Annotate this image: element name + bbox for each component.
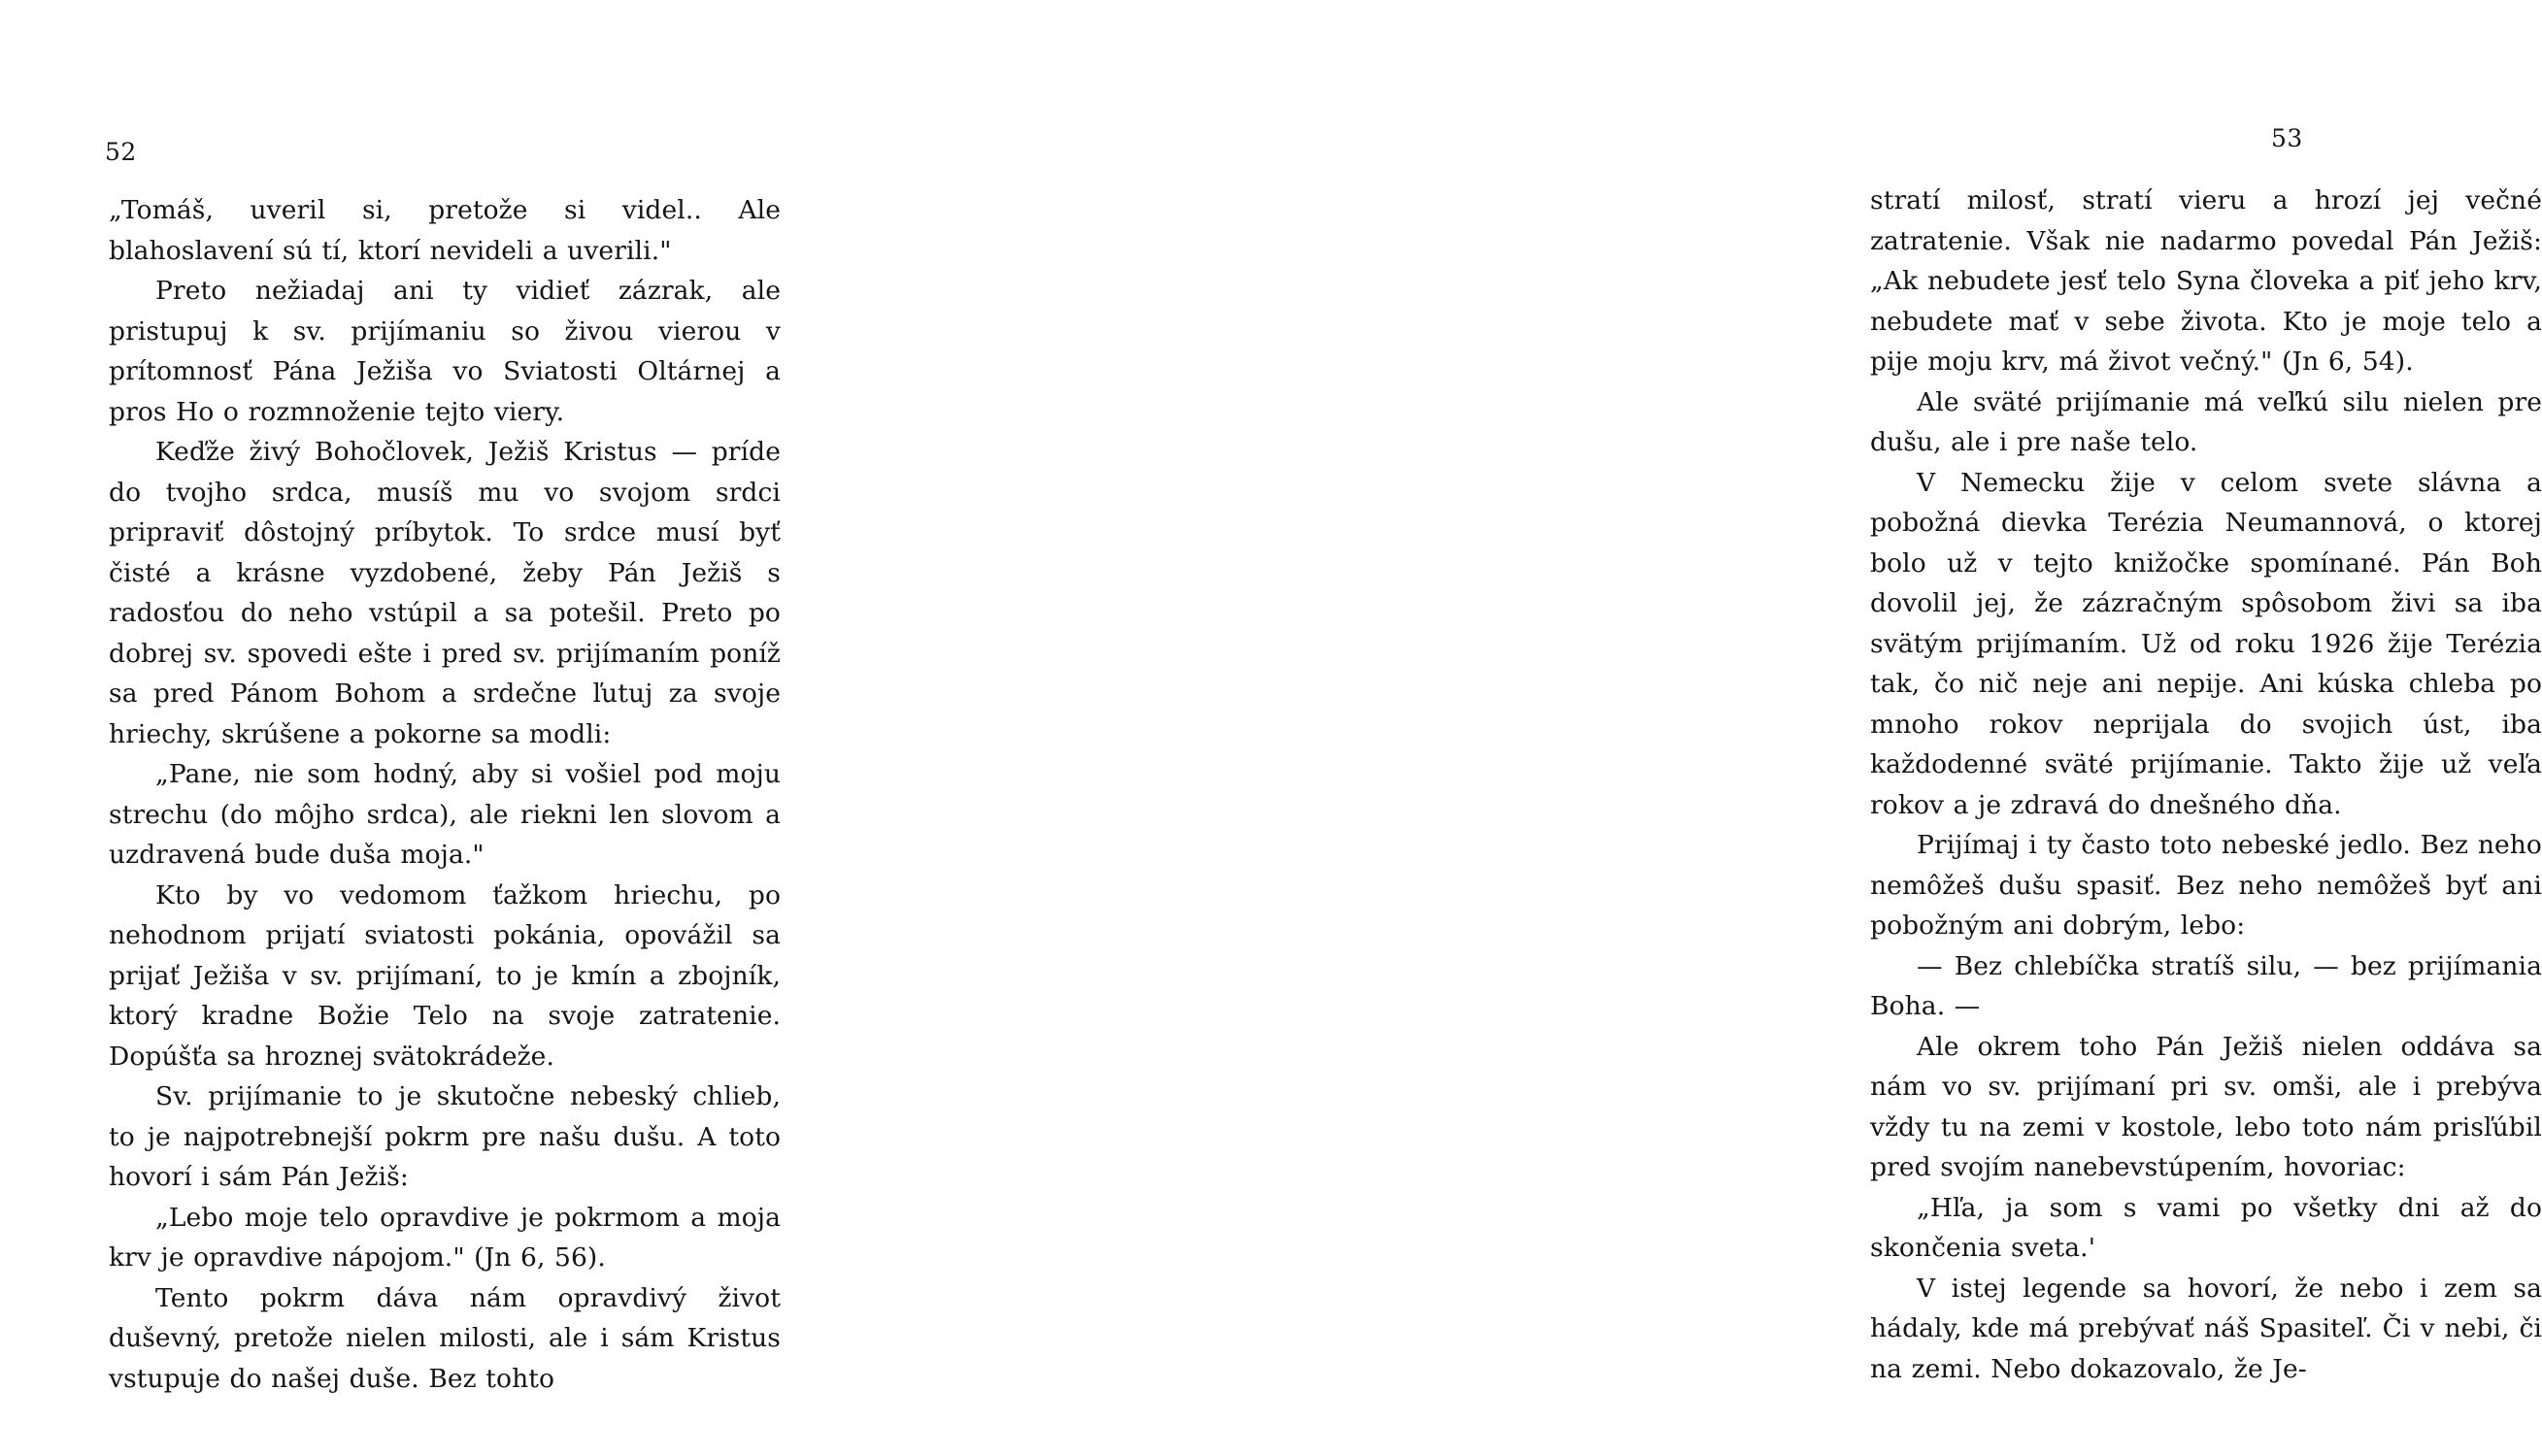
page-number-left: 52 xyxy=(105,138,137,166)
paragraph: stratí milosť, stratí vieru a hrozí jej večné zatratenie. Však nie nadarmo povedal Pán Ježiš: „Ak nebudete jesť telo Syna človeka a piť jeho krv, nebudete mať v sebe života. Kto je moje telo a pije moju krv, má život večný." (Jn 6, 54). xyxy=(1870,185,2542,377)
body-text-right-column xyxy=(1870,181,2542,1389)
paragraph: „Pane, nie som hodný, aby si vošiel pod moju strechu (do môjho srdca), ale riekni len slovom a uzdravená bude duša moja." xyxy=(109,759,781,870)
paragraph: V istej legende sa hovorí, že nebo i zem sa hádaly, kde má prebývať náš Spasiteľ. Či v nebi, či na zemi. Nebo dokazovalo, že Je- xyxy=(1870,1273,2542,1384)
paragraph: „Tomáš, uveril si, pretože si videl.. Ale blahoslavení sú tí, ktorí nevideli a uverili." xyxy=(109,195,781,266)
paragraph: Prijímaj i ty často toto nebeské jedlo. Bez neho nemôžeš dušu spasiť. Bez neho nemôžeš byť ani pobožným ani dobrým, lebo: xyxy=(1870,830,2542,941)
paragraph: Ale sväté prijímanie má veľkú silu nielen pre dušu, ale i pre naše telo. xyxy=(1870,386,2542,457)
paragraph: Tento pokrm dáva nám opravdivý život duševný, pretože nielen milosti, ale i sám Kristus vstupuje do našej duše. Bez tohto xyxy=(109,1282,781,1394)
paragraph: Kto by vo vedomom ťažkom hriechu, po nehodnom prijatí sviatosti pokánia, opovážil sa prijať Ježiša v sv. prijímaní, to je kmín a zbojník, ktorý kradne Božie Telo na svoje zatratenie. Dopúšťa sa hroznej svätokrádeže. xyxy=(109,879,781,1072)
paragraph: Keďže živý Bohočlovek, Ježiš Kristus — príde do tvojho srdca, musíš mu vo svojom srdci pripraviť dôstojný príbytok. To srdce musí byť čisté a krásne vyzdobené, žeby Pán Ježiš s radosťou do neho vstúpil a sa potešil. Preto po dobrej sv. spovedi ešte i pred sv. prijímaním poníž sa pred Pánom Bohom a srdečne ľutuj za svoje hriechy, skrúšene a pokorne sa modli: xyxy=(109,437,781,749)
page-number-right: 53 xyxy=(2271,124,2303,152)
paragraph: „Hľa, ja som s vami po všetky dni až do skončenia sveta.' xyxy=(1870,1192,2542,1263)
paragraph: Sv. prijímanie to je skutočne nebeský chlieb, to je najpotrebnejší pokrm pre našu dušu. A toto hovorí i sám Pán Ježiš: xyxy=(109,1081,781,1192)
paragraph: — Bez chlebíčka stratíš silu, — bez prijímania Boha. — xyxy=(1870,950,2542,1021)
paragraph: „Lebo moje telo opravdive je pokrmom a moja krv je opravdive nápojom." (Jn 6, 56). xyxy=(109,1202,781,1273)
paragraph: V Nemecku žije v celom svete slávna a pobožná dievka Terézia Neumannová, o ktorej bolo už v tejto knižočke spomínané. Pán Boh dovolil jej, že zázračným spôsobom živi sa iba svätým prijímaním. Už od roku 1926 žije Terézia tak, čo nič neje ani nepije. Ani kúska chleba po mnoho rokov neprijala do svojich úst, iba každodenné sväté prijímanie. Takto žije už veľa rokov a je zdravá do dnešného dňa. xyxy=(1870,467,2542,820)
paragraph: Preto nežiadaj ani ty vidieť zázrak, ale pristupuj k sv. prijímaniu so živou vierou v prítomnosť Pána Ježiša vo Sviatosti Oltárnej a pros Ho o rozmnoženie tejto viery. xyxy=(109,276,781,427)
page-left xyxy=(0,0,878,1456)
page-right xyxy=(878,0,2542,1456)
paragraph: Ale okrem toho Pán Ježiš nielen oddáva sa nám vo sv. prijímaní pri sv. omši, ale i prebýva vždy tu na zemi v kostole, lebo toto nám prisľúbil pred svojím nanebevstúpením, hovoriac: xyxy=(1870,1031,2542,1182)
body-text-left-column xyxy=(109,190,781,1399)
